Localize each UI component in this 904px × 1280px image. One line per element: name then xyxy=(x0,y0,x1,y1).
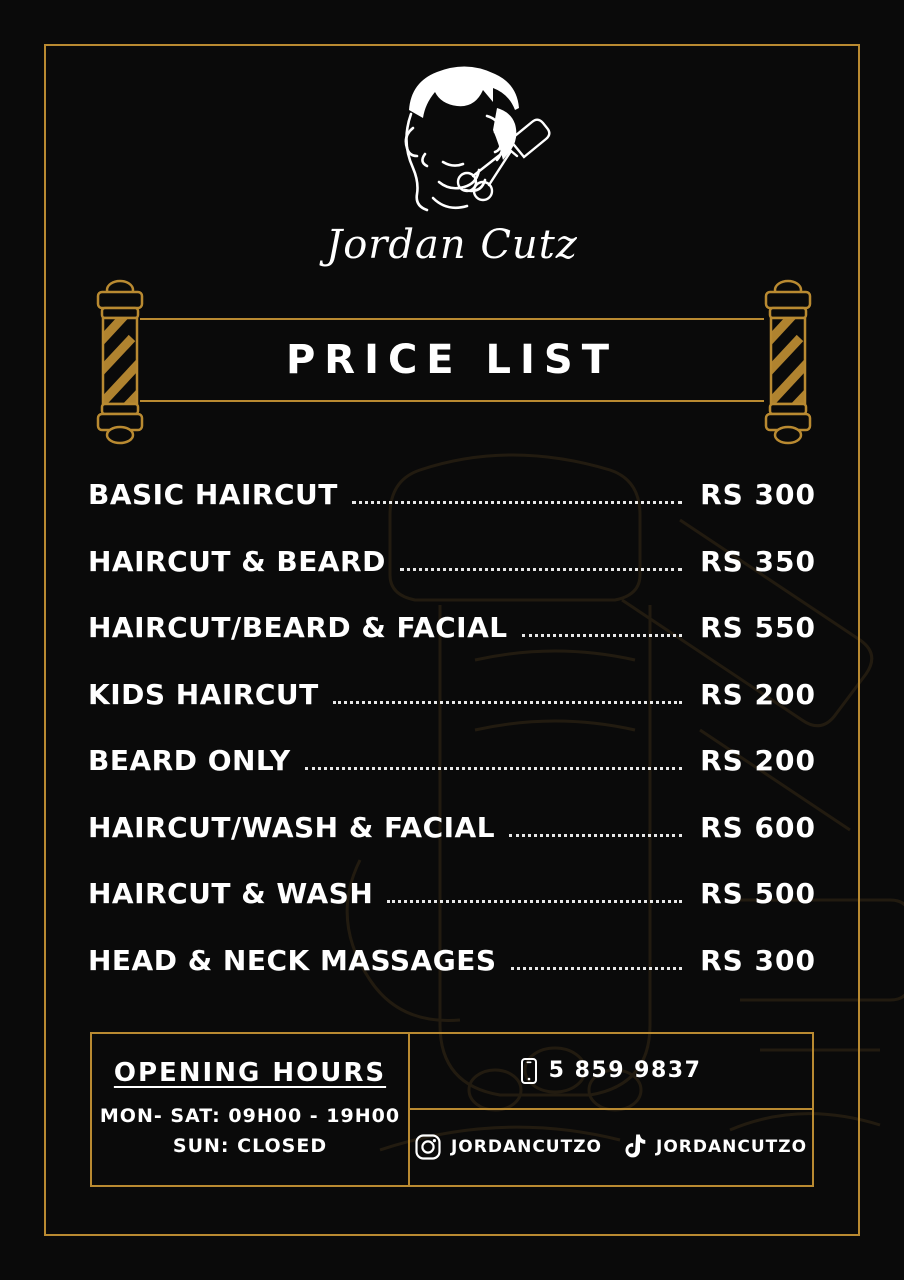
opening-hours-sunday: SUN: CLOSED xyxy=(172,1134,328,1157)
price-list-title-band xyxy=(140,318,764,402)
service-name: HAIRCUT/BEARD & FACIAL xyxy=(88,611,508,644)
table-row xyxy=(88,545,816,612)
service-name: HAIRCUT/WASH & FACIAL xyxy=(88,810,496,844)
service-name: HAIRCUT & WASH xyxy=(88,877,374,910)
opening-hours-weekday: MON- SAT: 09H00 - 19H00 xyxy=(99,1105,401,1128)
leader-dots xyxy=(387,900,682,903)
instagram-link[interactable] xyxy=(415,1134,602,1160)
leader-dots xyxy=(509,834,682,837)
leader-dots xyxy=(352,501,682,504)
phone-number: 5 859 9837 xyxy=(548,1058,702,1084)
service-price: RS 300 xyxy=(700,943,816,977)
instagram-handle: JORDANCUTZO xyxy=(450,1137,602,1158)
tiktok-link[interactable] xyxy=(620,1133,807,1161)
tiktok-handle: JORDANCUTZO xyxy=(656,1137,808,1158)
service-name: KIDS HAIRCUT xyxy=(88,677,319,711)
phone-row[interactable] xyxy=(410,1034,812,1110)
service-price: RS 500 xyxy=(700,877,816,910)
leader-dots xyxy=(522,634,682,637)
service-name: HEAD & NECK MASSAGES xyxy=(88,943,497,977)
contact-section xyxy=(410,1034,812,1185)
table-row xyxy=(88,744,816,811)
tiktok-icon xyxy=(620,1133,646,1161)
service-name: HAIRCUT & BEARD xyxy=(88,544,386,578)
page-title: PRICE LIST xyxy=(285,337,619,383)
service-price: RS 300 xyxy=(700,478,816,511)
service-price: RS 350 xyxy=(700,544,816,578)
social-row xyxy=(410,1110,812,1186)
footer-info-box xyxy=(90,1032,814,1187)
table-row xyxy=(88,478,816,545)
leader-dots xyxy=(305,767,682,770)
brand-logo-block xyxy=(0,58,904,268)
instagram-icon xyxy=(415,1134,441,1160)
service-name: BASIC HAIRCUT xyxy=(88,478,338,511)
opening-hours-title: OPENING HOURS xyxy=(113,1058,387,1089)
leader-dots xyxy=(333,701,682,704)
table-row xyxy=(88,944,816,1011)
price-list-table xyxy=(88,478,816,1010)
service-price: RS 200 xyxy=(700,677,816,711)
service-name: BEARD ONLY xyxy=(88,744,291,777)
barber-pole-right-icon xyxy=(754,276,822,446)
mobile-phone-icon xyxy=(521,1058,537,1084)
leader-dots xyxy=(400,568,682,571)
opening-hours-section xyxy=(92,1034,410,1185)
barber-head-logo-icon xyxy=(347,58,557,228)
service-price: RS 550 xyxy=(700,611,816,644)
table-row xyxy=(88,611,816,678)
leader-dots xyxy=(511,967,683,970)
service-price: RS 200 xyxy=(700,744,816,777)
service-price: RS 600 xyxy=(700,810,816,844)
table-row xyxy=(88,678,816,745)
brand-name: Jordan Cutz xyxy=(326,222,578,268)
table-row xyxy=(88,811,816,878)
table-row xyxy=(88,877,816,944)
